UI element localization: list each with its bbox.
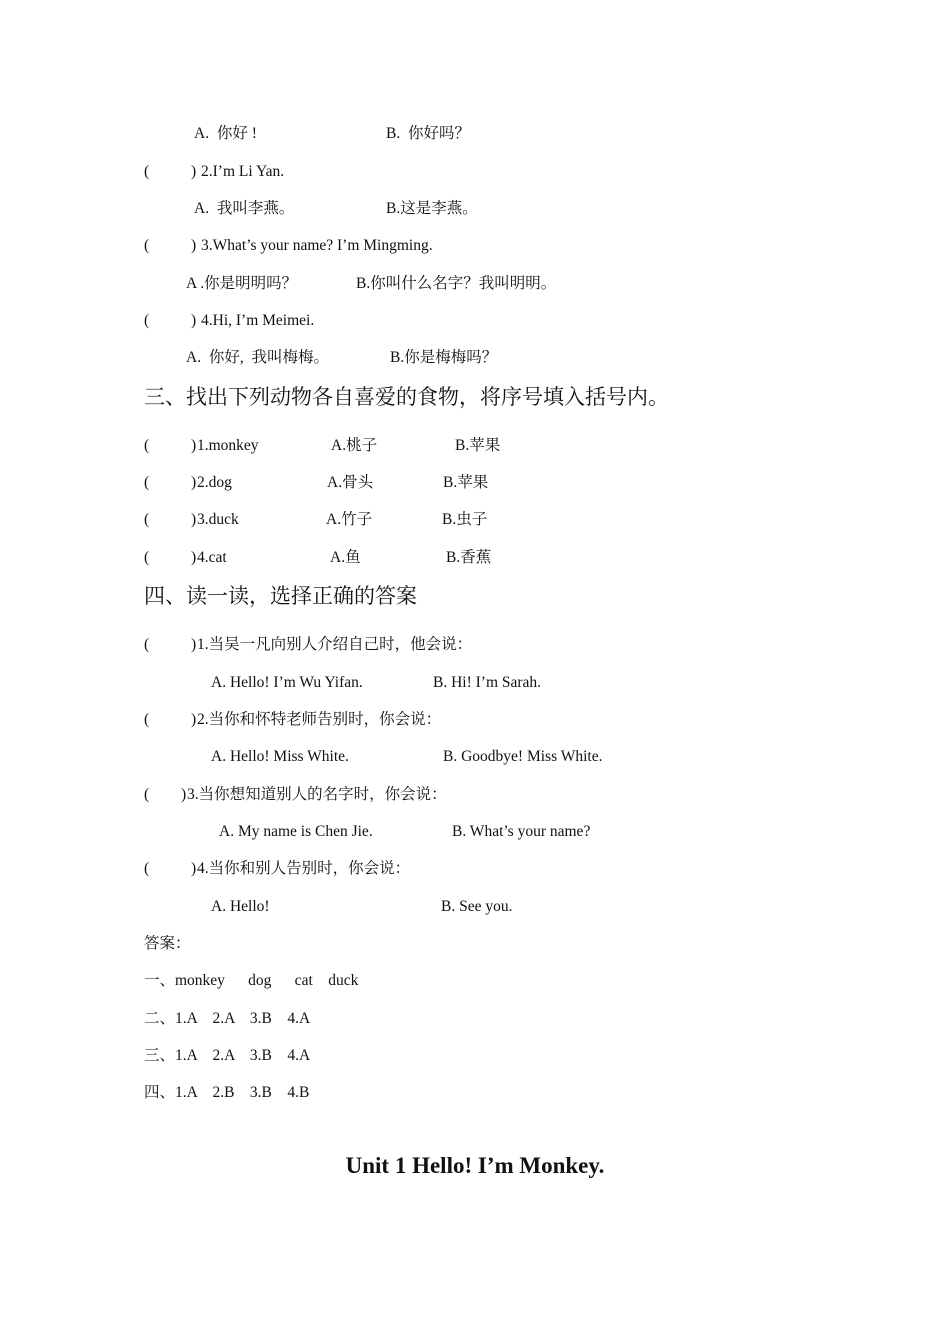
answer-paren-open: ( [144, 312, 150, 329]
unit-title: Unit 1 Hello! I’m Monkey. [345, 1153, 605, 1178]
option-a: A.竹子 [326, 511, 373, 528]
answer-line: 三、1.A 2.A 3.B 4.A [144, 1047, 311, 1064]
answer-paren-open: ( [144, 636, 150, 653]
option-a: A. 你好, 我叫梅梅。 [186, 349, 329, 366]
option-b: B.你是梅梅吗？ [390, 349, 498, 366]
answer-paren-close: ) [191, 511, 197, 528]
answer-line: 四、1.A 2.B 3.B 4.B [144, 1084, 310, 1101]
option-b: B. Goodbye! Miss White. [443, 748, 603, 765]
answer-paren-open: ( [144, 549, 150, 566]
option-a: A. My name is Chen Jie. [219, 823, 373, 840]
option-a: A.桃子 [331, 437, 378, 454]
option-b: B.这是李燕。 [386, 200, 478, 217]
option-a: A. 你好 ! [194, 125, 257, 142]
option-a: A. Hello! I’m Wu Yifan. [211, 674, 363, 691]
option-a: A. Hello! Miss White. [211, 748, 349, 765]
answer-line: 二、1.A 2.A 3.B 4.A [144, 1010, 311, 1027]
answer-paren-close: ) [191, 312, 197, 329]
answer-line: 一、monkey dog cat duck [144, 972, 359, 989]
question-text: 4.当你和别人告别时，你会说： [197, 860, 411, 877]
answer-paren-open: ( [144, 711, 150, 728]
answer-paren-open: ( [144, 163, 150, 180]
option-b: B.香蕉 [446, 549, 492, 566]
option-a: A.骨头 [327, 474, 374, 491]
option-a: A .你是明明吗？ [186, 275, 298, 292]
answer-paren-open: ( [144, 860, 150, 877]
answer-paren-close: ) [191, 437, 197, 454]
question-text: 2.dog [197, 474, 232, 491]
answer-paren-close: ) [191, 163, 197, 180]
answers-label: 答案： [144, 935, 191, 952]
answer-paren-open: ( [144, 511, 150, 528]
option-b: B. What’s your name? [452, 823, 591, 840]
question-text: 1.当吴一凡向别人介绍自己时，他会说： [197, 636, 473, 653]
question-text: 3.当你想知道别人的名字时，你会说： [187, 786, 447, 803]
answer-paren-close: ) [191, 860, 197, 877]
question-text: 1.monkey [197, 437, 259, 454]
option-b: B.虫子 [442, 511, 488, 528]
question-text: 3.What’s your name? I’m Mingming. [201, 237, 433, 254]
section-heading: 三、找出下列动物各自喜爱的食物，将序号填入括号内。 [144, 385, 669, 409]
question-text: 4.cat [197, 549, 227, 566]
option-a: A.鱼 [330, 549, 361, 566]
answer-paren-open: ( [144, 786, 150, 803]
option-a: A. 我叫李燕。 [194, 200, 295, 217]
answer-paren-open: ( [144, 474, 150, 491]
answer-paren-close: ) [181, 786, 187, 803]
option-b: B. 你好吗？ [386, 125, 470, 142]
option-b: B. Hi! I’m Sarah. [433, 674, 542, 691]
answer-paren-open: ( [144, 437, 150, 454]
question-text: 4.Hi, I’m Meimei. [201, 312, 315, 329]
answer-paren-open: ( [144, 237, 150, 254]
question-text: 3.duck [197, 511, 239, 528]
option-b: B.苹果 [455, 437, 501, 454]
option-a: A. Hello! [211, 898, 270, 915]
answer-paren-close: ) [191, 237, 197, 254]
answer-paren-close: ) [191, 636, 197, 653]
question-text: 2.当你和怀特老师告别时，你会说： [197, 711, 442, 728]
question-text: 2.I’m Li Yan. [201, 163, 285, 180]
answer-paren-close: ) [191, 549, 197, 566]
answer-paren-close: ) [191, 474, 197, 491]
option-b: B.苹果 [443, 474, 489, 491]
answer-paren-close: ) [191, 711, 197, 728]
section-heading: 四、读一读，选择正确的答案 [144, 584, 417, 608]
option-b: B.你叫什么名字？我叫明明。 [356, 275, 557, 292]
option-b: B. See you. [441, 898, 513, 915]
